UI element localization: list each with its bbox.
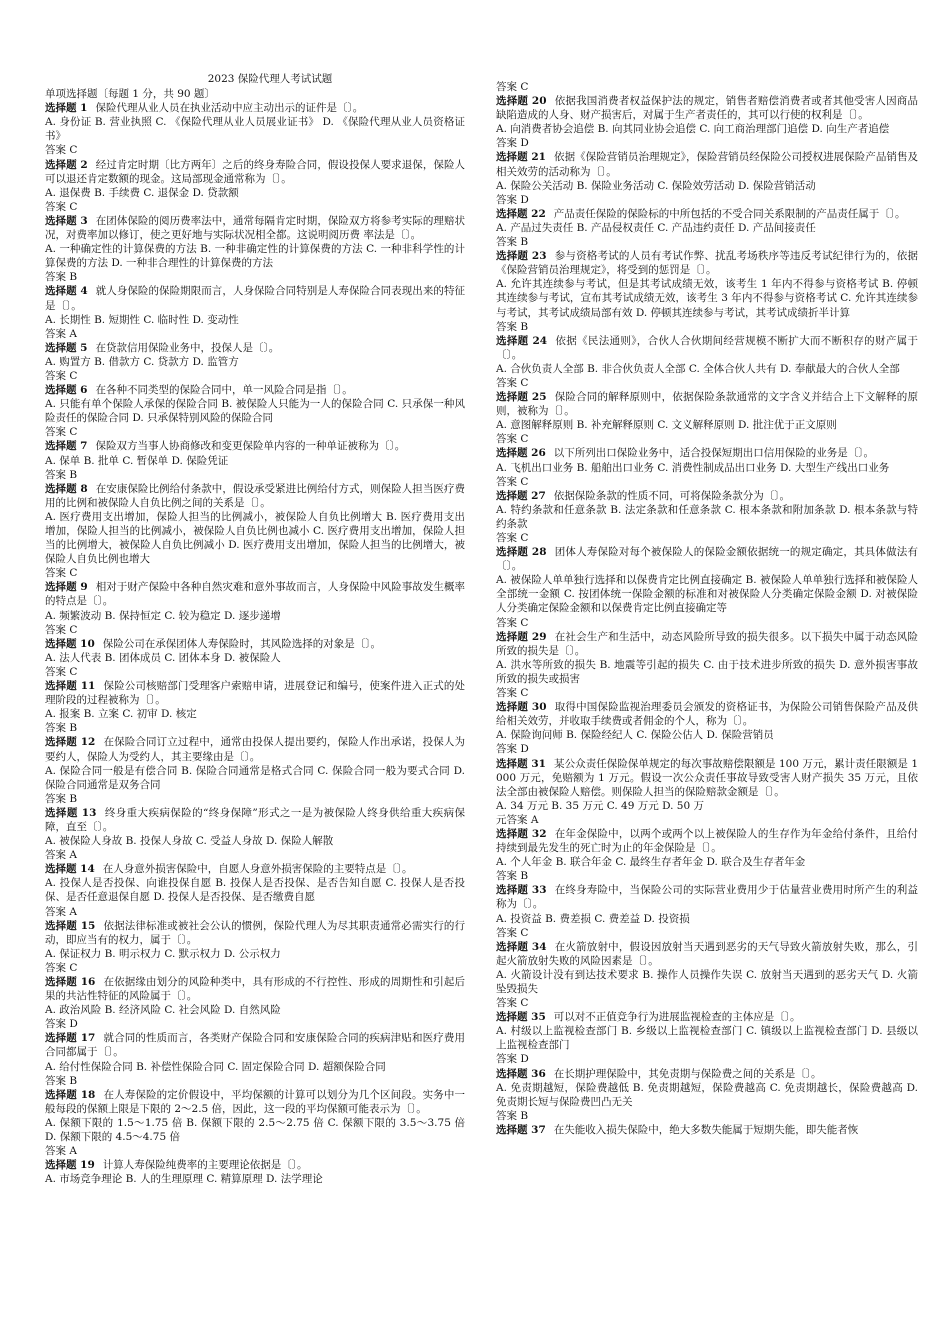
question-answer: 答案 A — [45, 327, 77, 340]
question-item — [496, 94, 918, 150]
question-stem — [496, 489, 918, 503]
question-item — [45, 439, 465, 481]
question-stem — [45, 580, 465, 608]
question-text: 依据法律标准或被社会公认的惯例，保险代理人为尽其职责通常必需实行的行动，即应当有的权力，属于〔〕。 — [45, 919, 465, 946]
question-answer: 答案 D — [496, 743, 529, 756]
question-item — [45, 158, 465, 214]
question-stem — [496, 700, 918, 728]
question-item — [496, 80, 918, 94]
question-item — [496, 150, 918, 206]
question-answer: 答案 D — [496, 137, 529, 150]
question-stem — [45, 975, 465, 1003]
question-number: 选择题 8 — [45, 482, 88, 495]
question-item — [45, 1158, 465, 1186]
question-item — [496, 390, 918, 446]
question-answer: 答案 C — [496, 532, 529, 544]
question-stem — [496, 630, 918, 658]
question-text: 在人寿保险的定价假设中，平均保额的计算可以划分为几个区间段。实务中一般每段的保额上限是下限的 2～2.5 倍，因此，这一段的平均保额可能表示为〔〕。 — [45, 1088, 465, 1115]
question-text: 终身重大疾病保险的“终身保障”形式之一是为被保险人终身供给重大疾病保障，直至〔〕。 — [45, 806, 465, 833]
question-text: 在保险合同订立过程中，通常由投保人提出要约，保险人作出承诺，投保人为要约人，保险人为受约人，其主要缘由是〔〕。 — [45, 736, 465, 763]
question-text: 就人身保险的保险期限而言，人身保险合同特别是人寿保险合同表现出来的特征是〔〕。 — [45, 285, 465, 312]
question-options: A. 长期性 B. 短期性 C. 临时性 D. 变动性 — [45, 313, 239, 326]
question-answer: 答案 D — [496, 193, 529, 206]
question-stem — [45, 1158, 465, 1172]
question-item — [45, 341, 465, 383]
question-stem — [45, 383, 465, 397]
question-text: 就合同的性质而言，各类财产保险合同和安康保险合同的疾病津贴和医疗费用合同都属于〔〕。 — [45, 1032, 465, 1059]
question-item — [496, 883, 918, 939]
question-answer: 答案 C — [45, 426, 78, 439]
question-text: 在贷款信用保险业务中，投保人是〔〕。 — [95, 341, 280, 354]
question-item — [45, 637, 465, 679]
question-stem — [45, 806, 465, 834]
right-column — [496, 80, 918, 1137]
question-answer: 元答案 A — [496, 813, 539, 826]
right-question-list — [496, 80, 918, 1137]
question-stem — [45, 1031, 465, 1059]
question-item — [45, 482, 465, 581]
question-text: 在年金保险中，以两个或两个以上被保险人的生存作为年金给付条件，且给付持续到最先发生的死亡时为止的年金保险是〔〕。 — [496, 827, 918, 855]
question-answer: 答案 C — [45, 144, 78, 157]
question-stem — [496, 883, 918, 911]
question-number: 选择题 12 — [45, 736, 96, 749]
question-text: 保险公司核赔部门受理客户索赔申请，进展登记和编号，使案件进入正式的处理阶段的过程被称为〔〕。 — [45, 680, 465, 707]
question-options: A. 被保险人单单独行选择和以保费肯定比例直接确定 B. 被保险人单单独行选择和被保险人全部统一金额 C. 按团体统一保险金额的标准和对被保险人分类确定保险金额 D. 对被保险人分类确定保险金额和以保费肯定比例直接确定等 — [496, 574, 918, 615]
question-answer: 答案 B — [496, 870, 529, 883]
question-text: 在社会生产和生活中，动态风险所导致的损失很多。以下损失中属于动态风险所致的损失是〔〕。 — [496, 630, 918, 657]
question-options: A. 火箭设计没有到达技术要求 B. 操作人员操作失误 C. 放射当天遇到的恶劣天气 D. 火箭坠毁损失 — [496, 968, 918, 995]
question-text: 可以对不正值竞争行为进展监视检查的主体应是〔〕。 — [553, 1011, 801, 1024]
question-item — [496, 940, 918, 1010]
question-options: A. 免责期越短，保险费越低 B. 免责期越短，保险费越高 C. 免责期越长，保险费越高 D. 免责期长短与保险费凹凸无关 — [496, 1081, 918, 1108]
question-item — [45, 679, 465, 735]
question-number: 选择题 29 — [496, 630, 547, 643]
question-stem — [496, 940, 918, 968]
question-options: A. 退保费 B. 手续费 C. 退保金 D. 贷款额 — [45, 186, 239, 199]
question-number: 选择题 6 — [45, 384, 88, 397]
question-answer: 答案 C — [45, 369, 78, 382]
question-item — [496, 757, 918, 827]
question-number: 选择题 21 — [496, 151, 546, 164]
question-number: 选择题 33 — [496, 884, 547, 897]
question-number: 选择题 37 — [496, 1123, 546, 1136]
question-options: A. 洪水等所致的损失 B. 地震等引起的损失 C. 由于技术进步所致的损失 D. 意外损害事故所致的损失或损害 — [496, 658, 918, 685]
question-text: 依据《民法通则》，合伙人合伙期间经营规模不断扩大而不断积存的财产属于〔〕。 — [496, 334, 918, 361]
question-options: A. 身份证 B. 营业执照 C. 《保险代理从业人员展业证书》 D. 《保险代理从业人员资格证书》 — [45, 116, 465, 143]
question-answer: 答案 B — [45, 468, 78, 481]
question-text: 团体人寿保险对每个被保险人的保险金额依据统一的规定确定，其具体做法有〔〕。 — [496, 546, 918, 573]
question-number: 选择题 27 — [496, 489, 546, 502]
question-options: A. 购置方 B. 借款方 C. 贷款方 D. 监管方 — [45, 355, 239, 368]
question-stem — [45, 679, 465, 707]
question-item — [496, 207, 918, 249]
question-options: A. 村级以上监视检查部门 B. 乡级以上监视检查部门 C. 镇级以上监视检查部门 D. 县级以上监视检查部门 — [496, 1025, 918, 1052]
question-item — [496, 334, 918, 390]
question-options: A. 34 万元 B. 35 万元 C. 49 万元 D. 50 万 — [496, 799, 705, 812]
question-text: 保险双方当事人协商修改和变更保险单内容的一种单证被称为〔〕。 — [95, 440, 406, 453]
question-options: A. 报案 B. 立案 C. 初审 D. 核定 — [45, 708, 197, 721]
question-text: 在人身意外损害保险中，自愿人身意外损害保险的主要特点是〔〕。 — [102, 863, 413, 876]
question-item — [45, 735, 465, 805]
question-answer: 答案 C — [496, 687, 529, 700]
question-number: 选择题 31 — [496, 757, 546, 770]
question-item — [496, 1123, 918, 1137]
question-options: A. 飞机出口业务 B. 船舶出口业务 C. 消费性制成品出口业务 D. 大型生产线出口业务 — [496, 461, 890, 474]
question-item — [45, 383, 465, 439]
question-item — [45, 806, 465, 862]
question-number: 选择题 34 — [496, 940, 547, 953]
question-text: 参与资格考试的人员有考试作弊、扰乱考场秩序等违反考试纪律行为的，依据《保险营销员治理规定》，将受到的惩罚是〔〕。 — [496, 250, 918, 277]
question-item — [45, 580, 465, 636]
question-answer: 答案 B — [45, 792, 78, 805]
question-text: 在终身寿险中，当保险公司的实际营业费用少于估量营业费用时所产生的利益称为〔〕。 — [496, 884, 918, 911]
question-number: 选择题 25 — [496, 391, 547, 404]
question-answer: 答案 B — [45, 271, 78, 284]
question-answer: 答案 C — [496, 926, 529, 939]
question-number: 选择题 36 — [496, 1067, 546, 1080]
question-item — [496, 630, 918, 700]
question-stem — [496, 1067, 918, 1081]
question-text: 某公众责任保险保单规定的每次事故赔偿限额是 100 万元，累计责任限额是 1000 万元，免赔额为 1 万元。假设一次公众责任事故导致受害人财产损失 35 万元，且依法全部由被保险人赔偿。则保险人担当的保险赔款金额是〔〕。 — [496, 757, 918, 798]
question-options: A. 保险公关活动 B. 保险业务活动 C. 保险效劳活动 D. 保险营销活动 — [496, 179, 816, 192]
question-options: A. 保险询问师 B. 保险经纪人 C. 保险公估人 D. 保险营销员 — [496, 729, 774, 742]
question-item — [45, 214, 465, 284]
question-text: 保险公司在承保团体人寿保险时，其风险选择的对象是〔〕。 — [102, 637, 382, 650]
question-number: 选择题 20 — [496, 95, 547, 108]
question-answer: 答案 C — [496, 997, 529, 1010]
question-number: 选择题 11 — [45, 680, 96, 693]
question-number: 选择题 14 — [45, 863, 95, 876]
question-answer: 答案 B — [496, 1109, 529, 1122]
question-stem — [45, 284, 465, 312]
question-answer: 答案 C — [45, 665, 78, 678]
question-text: 相对于财产保险中各种自然灾难和意外事故而言，人身保险中风险事故发生概率的特点是〔〕。 — [45, 581, 465, 608]
question-stem — [45, 439, 465, 453]
question-text: 在长期护理保险中，其免责期与保险费之间的关系是〔〕。 — [553, 1067, 822, 1080]
question-number: 选择题 24 — [496, 334, 548, 347]
question-options: A. 产品过失责任 B. 产品侵权责任 C. 产品违约责任 D. 产品间接责任 — [496, 221, 816, 234]
question-number: 选择题 35 — [496, 1011, 546, 1024]
question-item — [496, 1010, 918, 1066]
question-answer: 答案 B — [496, 236, 529, 249]
question-options: A. 市场竞争理论 B. 人的生理原理 C. 精算原理 D. 法学理论 — [45, 1173, 323, 1186]
question-text: 经过肯定时期〔比方两年〕之后的终身寿险合同，假设投保人要求退保，保险人可以退还肯定数额的现金。这局部现金通常称为〔〕。 — [45, 158, 465, 185]
question-answer: 答案 C — [45, 623, 78, 636]
question-number: 选择题 30 — [496, 701, 547, 714]
question-options: A. 频繁波动 B. 保持恒定 C. 较为稳定 D. 逐步递增 — [45, 609, 281, 622]
question-answer: 答案 C — [496, 81, 529, 93]
question-text: 依据《保险营销员治理规定》，保险营销员经保险公司授权进展保险产品销售及相关效劳的活动称为〔〕。 — [496, 151, 918, 178]
question-answer: 答案 A — [45, 1145, 77, 1158]
question-number: 选择题 28 — [496, 546, 547, 559]
question-number: 选择题 1 — [45, 102, 88, 115]
question-text: 保险合同的解释原则中，依据保险条款通常的文字含义并结合上下文解释的原则，被称为〔〕。 — [496, 391, 918, 418]
question-answer: 答案 C — [496, 475, 529, 488]
question-options: A. 意图解释原则 B. 补充解释原则 C. 文义解释原则 D. 批注优于正文原则 — [496, 419, 837, 432]
question-text: 产品责任保险的保险标的中所包括的不受合同关系限制的产品责任属于〔〕。 — [553, 207, 906, 220]
question-number: 选择题 18 — [45, 1088, 96, 1101]
question-item — [45, 1031, 465, 1087]
section-heading: 单项选择题〔每题 1 分，共 90 题〕 — [45, 88, 215, 101]
question-stem — [45, 341, 465, 355]
question-answer: 答案 C — [45, 961, 78, 974]
question-number: 选择题 22 — [496, 207, 546, 220]
question-stem — [496, 446, 918, 460]
question-number: 选择题 5 — [45, 341, 88, 354]
question-options: A. 政治风险 B. 经济风险 C. 社会风险 D. 自然风险 — [45, 1004, 281, 1017]
question-number: 选择题 16 — [45, 976, 96, 988]
question-number: 选择题 9 — [45, 581, 88, 594]
question-stem — [496, 545, 918, 573]
question-options: A. 允许其连续参与考试，但是其考试成绩无效，该考生 1 年内不得参与资格考试 B. 停顿其连续参与考试，宣布其考试成绩无效，该考生 3 年内不得参与资格考试 C. 允许其连续参与考试，其考试成绩局部有效 D. 停顿其连续参与考试，其考试成绩折半计算 — [496, 278, 918, 319]
question-text: 保险代理从业人员在执业活动中应主动出示的证件是〔〕。 — [95, 102, 364, 115]
question-stem — [496, 207, 918, 221]
question-stem — [496, 1010, 918, 1024]
question-options: A. 保险合同一般是有偿合同 B. 保险合同通常是格式合同 C. 保险合同一般为要式合同 D. 保险合同通常是双务合同 — [45, 764, 465, 791]
question-text: 计算人寿保险纯费率的主要理论依据是〔〕。 — [102, 1159, 308, 1172]
question-number: 选择题 15 — [45, 919, 96, 932]
question-options: A. 只能有单个保险人承保的保险合同 B. 被保险人只能为一人的保险合同 C. 只承保一种风险责任的保险合同 D. 只承保特别风险的保险合同 — [45, 398, 465, 425]
question-stem — [496, 249, 918, 277]
question-options: A. 保证权力 B. 明示权力 C. 默示权力 D. 公示权力 — [45, 947, 281, 960]
question-options: A. 向消费者协会追偿 B. 向其同业协会追偿 C. 向工商治理部门追偿 D. 向生产者追偿 — [496, 123, 890, 136]
question-item — [496, 489, 918, 545]
question-number: 选择题 19 — [45, 1159, 95, 1172]
question-answer: 答案 C — [496, 433, 529, 446]
question-text: 在失能收入损失保险中，绝大多数失能属于短期失能，即失能者恢 — [553, 1123, 859, 1136]
question-stem — [45, 101, 465, 115]
question-number: 选择题 32 — [496, 827, 547, 840]
question-text: 在依据缘由划分的风险种类中，具有形成的不行控性、形成的周期性和引起后果的共沾性特征的风险属于〔〕。 — [45, 976, 465, 1003]
left-question-list — [45, 101, 465, 1186]
question-options: A. 投保人是否投保、向谁投保自愿 B. 投保人是否投保、是否告知自愿 C. 投保人是否投保、是否任意退保自愿 D. 投保人是否投保、是否缴费自愿 — [45, 877, 465, 904]
question-stem — [45, 735, 465, 763]
question-stem — [45, 214, 465, 242]
question-item — [496, 545, 918, 630]
question-item — [496, 249, 918, 334]
question-stem — [45, 1088, 465, 1116]
left-column — [45, 72, 465, 1186]
question-answer: 答案 A — [45, 849, 77, 862]
question-options: A. 一种确定性的计算保费的方法 B. 一种非确定性的计算保费的方法 C. 一种非科学性的计算保费的方法 D. 一种非合理性的计算保费的方法 — [45, 243, 465, 270]
question-options: A. 保额下限的 1.5～1.75 倍 B. 保额下限的 2.5～2.75 倍 C. 保额下限的 3.5～3.75 倍 D. 保额下限的 4.5～4.75 倍 — [45, 1116, 465, 1144]
question-options: A. 保单 B. 批单 C. 暂保单 D. 保险凭证 — [45, 454, 229, 467]
question-item — [496, 700, 918, 756]
question-item — [496, 1067, 918, 1123]
question-text: 以下所列出口保险业务中，适合投保短期出口信用保险的业务是〔〕。 — [553, 447, 875, 460]
question-item — [45, 919, 465, 975]
question-item — [45, 101, 465, 157]
question-options: A. 个人年金 B. 联合年金 C. 最终生存者年金 D. 联合及生存者年金 — [496, 856, 806, 869]
question-number: 选择题 23 — [496, 250, 547, 263]
question-answer: 答案 C — [496, 616, 529, 629]
question-item — [45, 284, 465, 340]
question-text: 在安康保险比例给付条款中，假设承受紧进比例给付方式，则保险人担当医疗费用的比例和被保险人自负比例之间的关系是〔〕。 — [45, 482, 465, 509]
question-text: 在团体保险的阅历费率法中，通常每隔肯定时期，保险双方将参考实际的理赔状况，对费率加以修订，使之更好地与实际状况相全都。这说明阅历费 率法是〔〕。 — [45, 214, 465, 242]
question-number: 选择题 10 — [45, 637, 95, 650]
question-number: 选择题 4 — [45, 285, 88, 298]
question-answer: 答案 B — [45, 1074, 78, 1087]
question-answer: 答案 B — [496, 320, 529, 333]
question-number: 选择题 17 — [45, 1032, 96, 1045]
document-title: 2023 保险代理人考试试题 — [207, 73, 333, 85]
question-options: A. 法人代表 B. 团体成员 C. 团体本身 D. 被保险人 — [45, 651, 281, 664]
question-stem — [496, 1123, 918, 1137]
question-item — [496, 827, 918, 883]
question-answer: 答案 D — [45, 1018, 78, 1031]
question-text: 在火箭放射中，假设因放射当天遇到恶劣的天气导致火箭放射失败，那么，引起火箭放射失败的风险因素是〔〕。 — [496, 940, 918, 967]
question-answer: 答案 C — [45, 567, 78, 580]
question-stem — [496, 334, 918, 362]
question-stem — [496, 757, 918, 799]
question-options: A. 投资益 B. 费差损 C. 费差益 D. 投资损 — [496, 912, 690, 925]
question-options: A. 特约条款和任意条款 B. 法定条款和任意条款 C. 根本条款和附加条款 D. 根本条款与特约条款 — [496, 503, 918, 530]
question-stem — [496, 827, 918, 855]
question-number: 选择题 3 — [45, 214, 88, 227]
question-options: A. 合伙负责人全部 B. 非合伙负责人全部 C. 全体合伙人共有 D. 奉献最大的合伙人全部 — [496, 362, 900, 375]
question-number: 选择题 13 — [45, 806, 97, 819]
question-item — [45, 1088, 465, 1158]
question-options: A. 被保险人身故 B. 投保人身故 C. 受益人身故 D. 保险人解散 — [45, 835, 334, 848]
question-text: 在各种不同类型的保险合同中，单一风险合同是指〔〕。 — [95, 384, 353, 397]
question-answer: 答案 C — [496, 376, 529, 389]
question-item — [45, 975, 465, 1031]
question-text: 依据保险条款的性质不同，可将保险条款分为〔〕。 — [553, 489, 791, 502]
question-stem — [496, 150, 918, 178]
question-answer: 答案 A — [45, 905, 77, 918]
question-stem — [45, 482, 465, 510]
question-stem — [45, 862, 465, 876]
question-answer: 答案 B — [45, 722, 78, 735]
question-answer: 答案 C — [45, 200, 78, 213]
question-stem — [45, 637, 465, 651]
question-options: A. 医疗费用支出增加，保险人担当的比例减小，被保险人自负比例增大 B. 医疗费用支出增加，保险人担当的比例减小，被保险人自负比例也减小 C. 医疗费用支出增加，保险人担当的比例增大，被保险人自负比例减小 D. 医疗费用支出增加，保险人担当的比例增大，被保险人自负比例也增大 — [45, 510, 465, 566]
question-number: 选择题 7 — [45, 440, 88, 453]
question-stem — [45, 158, 465, 186]
question-item — [496, 446, 918, 488]
question-number: 选择题 2 — [45, 158, 88, 171]
question-text: 依据我国消费者权益保护法的规定，销售者赔偿消费者或者其他受害人因商品缺陷造成的人身、财产损害后，对属于生产者责任的，其可以行使的权利是〔〕。 — [496, 95, 918, 122]
question-text: 取得中国保险监视治理委员会颁发的资格证书，为保险公司销售保险产品及供给相关效劳，并收取手续费或者佣金的个人，称为〔〕。 — [496, 701, 918, 728]
question-number: 选择题 26 — [496, 447, 546, 460]
question-options: A. 给付性保险合同 B. 补偿性保险合同 C. 固定保险合同 D. 超额保险合同 — [45, 1060, 386, 1073]
question-item — [45, 862, 465, 918]
question-answer: 答案 D — [496, 1053, 529, 1066]
question-stem — [45, 919, 465, 947]
question-stem — [496, 94, 918, 122]
question-stem — [496, 390, 918, 418]
